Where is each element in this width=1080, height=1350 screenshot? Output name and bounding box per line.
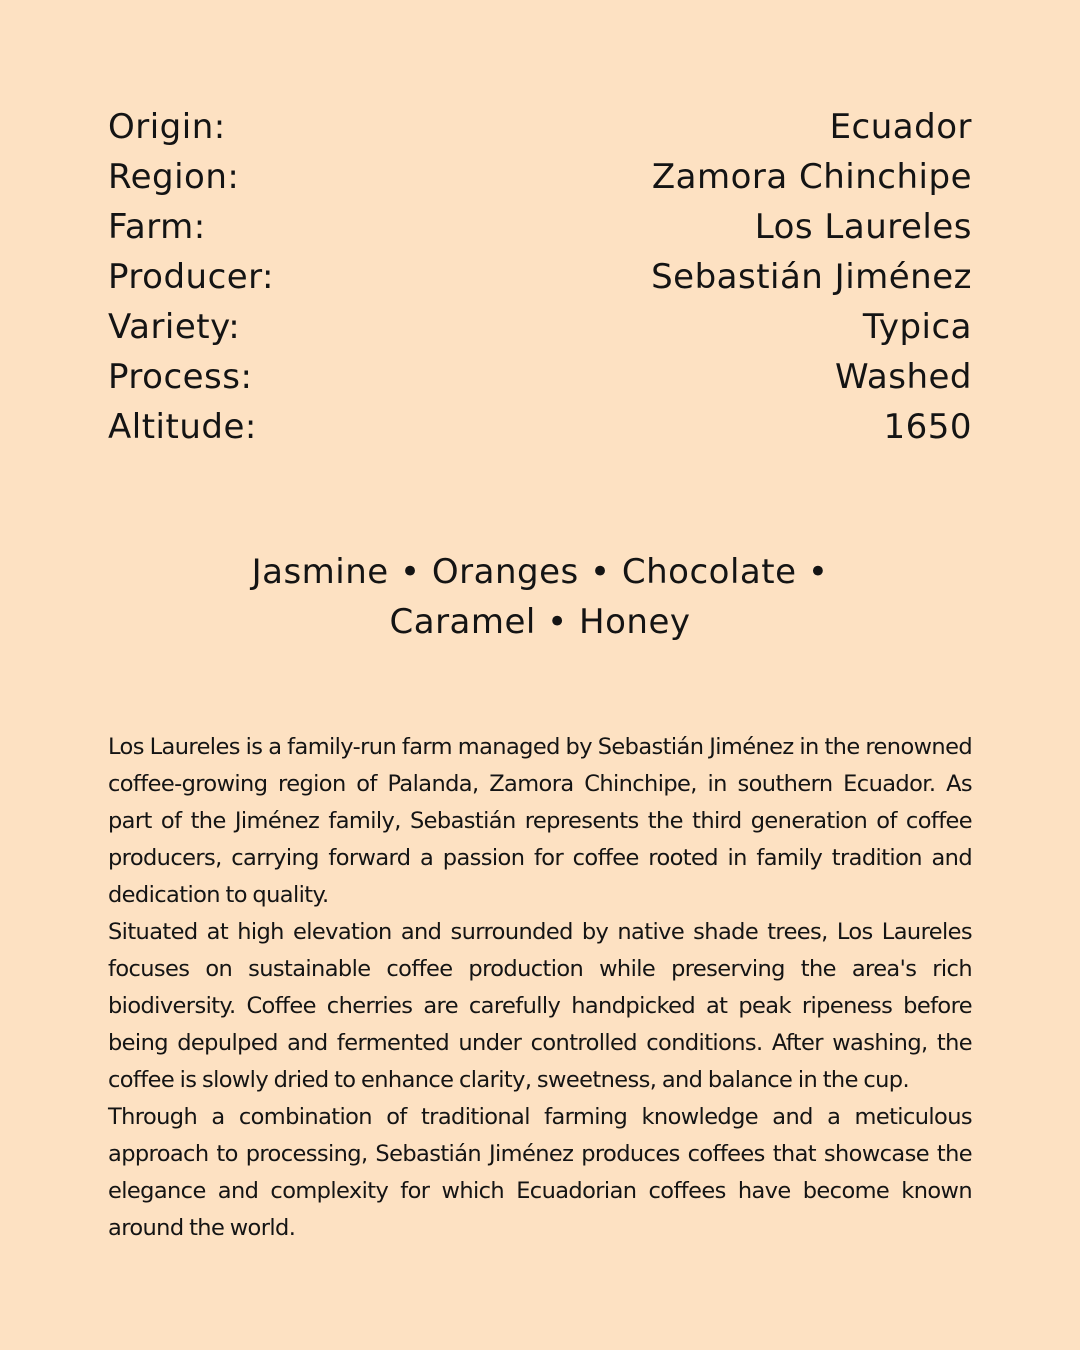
spec-value-region: Zamora Chinchipe: [651, 157, 972, 197]
spec-label-altitude: Altitude:: [108, 407, 257, 447]
coffee-info-card: [108, 102, 972, 1247]
spec-row-process: [108, 352, 972, 402]
spec-value-altitude: 1650: [883, 407, 972, 447]
spec-row-altitude: [108, 402, 972, 452]
spec-value-origin: Ecuador: [829, 107, 972, 147]
spec-value-process: Washed: [834, 357, 972, 397]
spec-row-farm: [108, 202, 972, 252]
spec-value-variety: Typica: [862, 307, 972, 347]
spec-row-variety: [108, 302, 972, 352]
spec-value-farm: Los Laureles: [754, 207, 972, 247]
spec-row-origin: [108, 102, 972, 152]
farm-description: [108, 729, 972, 1247]
spec-label-farm: Farm:: [108, 207, 206, 247]
spec-label-producer: Producer:: [108, 257, 275, 297]
spec-label-process: Process:: [108, 357, 253, 397]
spec-label-region: Region:: [108, 157, 240, 197]
spec-value-producer: Sebastián Jiménez: [651, 257, 972, 297]
spec-label-variety: Variety:: [108, 307, 241, 347]
description-paragraph-2: Situated at high elevation and surrounded by native shade trees, Los Laureles focuses on sustainable coffee production while preserving the area's rich biodiversity. Coffee cherries are carefully handpicked at peak ripeness before being depulped and fermented under controlled conditions. After washing, the coffee is slowly dried to enhance clarity, sweetness, and balance in the cup.: [108, 919, 972, 1093]
description-paragraph-3: Through a combination of traditional farming knowledge and a meticulous approach to processing, Sebastián Jiménez produces coffees that showcase the elegance and complexity for which Ecuadorian coffees have become known around the world.: [108, 1104, 972, 1241]
tasting-notes: Jasmine • Oranges • Chocolate • Caramel • Honey: [251, 552, 829, 642]
spec-label-origin: Origin:: [108, 107, 226, 147]
description-paragraph-1: Los Laureles is a family-run farm managed by Sebastián Jiménez in the renowned coffee-growing region of Palanda, Zamora Chinchipe, in southern Ecuador. As part of the Jiménez family, Sebastián represents the third generation of coffee producers, carrying forward a passion for coffee rooted in family tradition and dedication to quality.: [108, 734, 972, 908]
spec-row-region: [108, 152, 972, 202]
spec-row-producer: [108, 252, 972, 302]
coffee-specs: [108, 102, 972, 452]
